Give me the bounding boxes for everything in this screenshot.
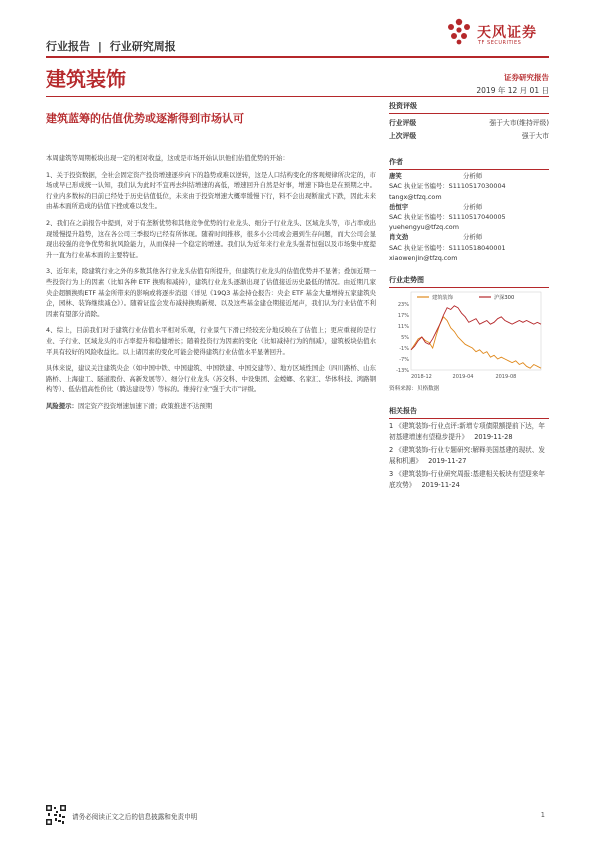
- author-license: SAC 执业证书编号：S1110517030004: [389, 182, 506, 191]
- author-license: SAC 执业证书编号：S1110518040001: [389, 243, 506, 252]
- title-rule: [46, 96, 549, 97]
- x-tick-label: 2018-12: [410, 373, 432, 380]
- related-report-date: 2019-11-27: [428, 457, 467, 466]
- series-line: [411, 305, 541, 349]
- footer-disclaimer: 请务必阅读正文之后的信息披露和免责申明: [72, 813, 198, 821]
- y-tick-label: 5%: [401, 334, 409, 341]
- related-report-title[interactable]: 1 《建筑装饰-行业点评:新增专项债限额提前下达，年初基建增速有望稳步提升》: [389, 422, 545, 442]
- author-name: 唐笑: [389, 172, 402, 181]
- author-role: 分析师: [463, 172, 483, 181]
- rating-heading: 投资评级: [389, 102, 417, 110]
- x-tick-label: 2019-04: [452, 373, 474, 380]
- rating-label: 上次评级: [389, 131, 417, 140]
- rating-row: [389, 117, 549, 130]
- related-report-date: 2019-11-28: [474, 433, 513, 442]
- logo-flower-icon: [444, 17, 474, 47]
- rating-label: 行业评级: [389, 118, 417, 127]
- author-email[interactable]: yuehengyu@tfzq.com: [389, 223, 459, 232]
- y-tick-label: 23%: [397, 301, 409, 308]
- body-paragraph-3: 3、近年来，除建筑行业之外的多数其他各行业龙头估值有所提升，但建筑行业龙头的估值优势并不显著；叠加近期一些投资行为上的因素（比如各种 ETF 换购和减持），建筑行业龙头逐渐出现了估值接近历史最低的情况。由近期几家央企超额换购ETF 基金所带来的影响或将逐步消退（详见《19Q3 基金持仓报告：央企 ETF 基金大量增持五家建筑央企，园林、装饰继续减仓》）。随着证监会发布减持换购新规、以及这些基金建仓期接近尾声，我们认为行业估值不利因素有望部分消除。: [46, 267, 376, 318]
- header-rule: [46, 56, 549, 58]
- author-name: 肖文劲: [389, 233, 409, 242]
- legend-label: 沪深300: [494, 294, 515, 301]
- author-role: 分析师: [463, 233, 483, 242]
- breadcrumb-weekly: 行业研究周报: [109, 40, 176, 53]
- intro-paragraph: 本周建筑等周期板块出现一定的相对收益，这或是市场开始认识他们估值优势的开始：: [46, 154, 289, 162]
- logo-en-text: TF SECURITIES: [478, 40, 522, 46]
- page-number: 1: [540, 811, 545, 819]
- legend-label: 建筑装饰: [432, 294, 453, 301]
- y-tick-label: -7%: [399, 356, 409, 363]
- company-logo: [444, 14, 554, 50]
- breadcrumb-industry-report: 行业报告: [46, 40, 90, 53]
- author-card: [389, 202, 549, 233]
- report-type: 证券研究报告: [504, 73, 549, 82]
- related-report-title[interactable]: 3 《建筑装饰-行业研究周报:基建相关板块有望迎来年底攻势》: [389, 470, 545, 490]
- report-breadcrumb: [46, 38, 176, 54]
- author-license: SAC 执业证书编号：S1110517040005: [389, 213, 506, 221]
- related-report-title[interactable]: 2 《建筑装饰-行业专题研究:解释美国基建的现状、发展和机遇》: [389, 446, 545, 466]
- author-card: [389, 232, 549, 263]
- trend-heading: 行业走势图: [389, 276, 424, 285]
- authors-rule: [389, 169, 549, 170]
- report-date: 2019 年 12 月 01 日: [476, 86, 549, 95]
- industry-title: 建筑装饰: [46, 67, 126, 91]
- trend-rule: [389, 287, 549, 288]
- author-card: [389, 171, 549, 202]
- body-paragraph-4: 4、综上，目前我们对于建筑行业估值水平相对乐观，行业景气下滑已经较充分地反映在了估值上；更应重视的是行业、子行业、区域龙头的市占率提升和稳健增长；随着投资行为因素的变化（比如减持行为的削减），建筑板块估值水平具有较好的风险收益比。以上诸因素的变化可能会使得建筑行业估值水平显著回升。: [46, 326, 376, 356]
- body-paragraph-5: 具体来说，建议关注建筑央企（如中国中铁、中国建筑、中国铁建、中国交建等）、地方区域性国企（四川路桥、山东路桥、上海建工、隧道股份、高新发展等）、细分行业龙头（苏交科、中设集团、金螳螂、名家汇、华体科技、鸿路钢构等）、低估值高性价比（腾达建设等）等标的。维持行业“强于大市”评级。: [46, 364, 376, 394]
- y-tick-label: 17%: [397, 312, 409, 319]
- chart-frame: [411, 292, 541, 370]
- author-email[interactable]: tangx@tfzq.com: [389, 192, 442, 201]
- qr-code-icon: [46, 805, 66, 825]
- chart-source: 资料来源：贝格数据: [389, 385, 440, 392]
- author-role: 分析师: [463, 202, 483, 211]
- breadcrumb-separator: |: [97, 40, 102, 53]
- report-body: [46, 153, 376, 417]
- author-email[interactable]: xiaowenjin@tfzq.com: [389, 253, 458, 262]
- author-name: 岳恒宇: [389, 202, 409, 211]
- logo-cn-text: 天风证券: [477, 25, 537, 41]
- risk-warning: [46, 401, 376, 412]
- risk-label: 风险提示：: [46, 401, 78, 410]
- x-tick-label: 2019-08: [495, 373, 517, 380]
- risk-text: 固定资产投资增速加速下滑；政策推进不达预期: [77, 401, 213, 410]
- y-tick-label: -1%: [399, 345, 409, 352]
- rating-value: 强于大市: [521, 131, 549, 140]
- body-paragraph-1: 1、关于投资数据，全社会固定资产投资增速逐步向下的趋势或难以逆转，这是人口结构变化的客观规律所决定的，市场或早已形成统一认知，我们认为此时不宜再去纠结增速的高低，增速回升自然是好事，增速下降也是在预期之中。行业内多数标的目前已经处于历史估值低位，未来由于投资增速大概率缓慢下行，料不会出现断崖式下跌，因此未来由基本面所造成的估值下挫或难以发生。: [46, 170, 376, 211]
- related-report-item[interactable]: [389, 469, 549, 491]
- related-report-date: 2019-11-24: [421, 481, 460, 490]
- body-paragraph-2: 2、我们在之前报告中提到，对于有垄断优势和其他竞争优势的行业龙头、细分子行业龙头、区域龙头等，市占率或出现缓慢提升趋势，这在各公司三季报均已经有所体现。随着时间推移，很多小公司或会遇到生存问题，而大公司会显现出较强的竞争优势和抗风险能力，从而保持一个稳定的增速。我们认为近年来行业龙头强者恒强以及市场集中度提升一直为行业基本面的主要特征。: [46, 218, 376, 259]
- sidebar: [389, 98, 549, 491]
- rating-rule: [389, 113, 549, 114]
- related-heading: 相关报告: [389, 406, 417, 415]
- authors-heading: 作者: [389, 157, 403, 166]
- related-report-item[interactable]: [389, 445, 549, 467]
- report-subtitle: 建筑蓝筹的估值优势或逐渐得到市场认可: [46, 112, 244, 125]
- rating-row: [389, 130, 549, 143]
- rating-value: 强于大市(维持评级): [489, 118, 549, 127]
- related-report-item[interactable]: [389, 421, 549, 443]
- y-tick-label: 11%: [397, 323, 409, 330]
- related-rule: [389, 418, 549, 419]
- y-tick-label: -13%: [396, 367, 409, 374]
- industry-trend-chart: [389, 290, 549, 382]
